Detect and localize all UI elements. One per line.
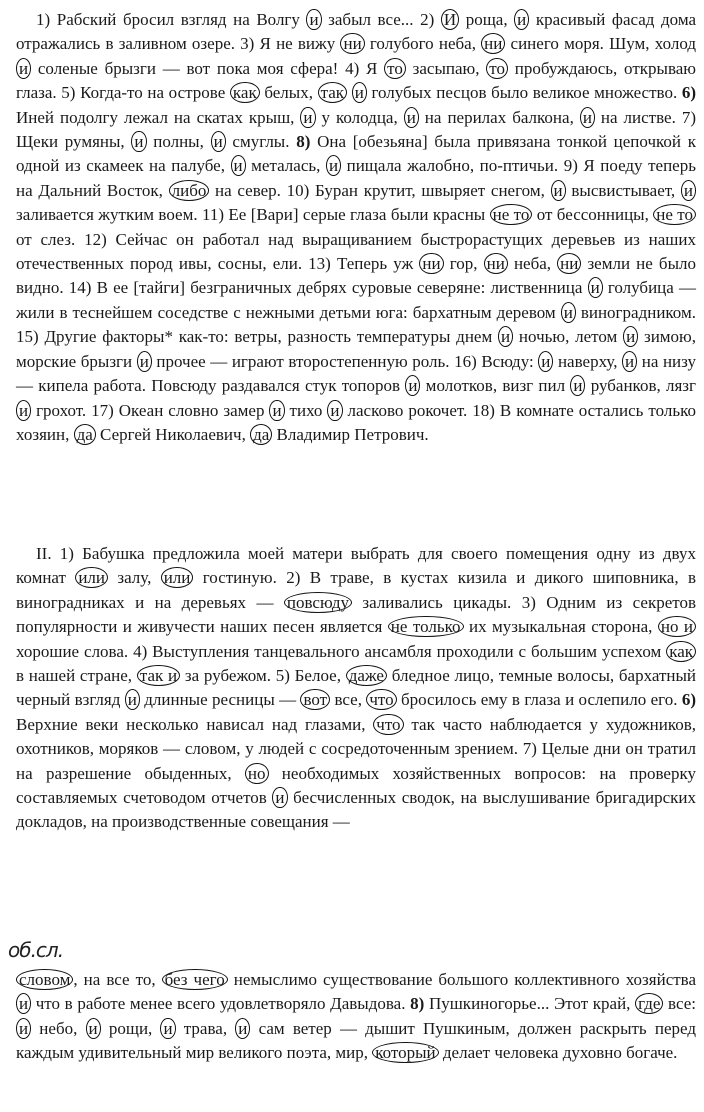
text: пробуждаюсь, открываю глаза. 5) Когда-то на острове	[16, 58, 696, 103]
circled-conjunction: не только	[388, 616, 464, 637]
circled-conjunction: и	[326, 155, 341, 176]
handwritten-note: об.сл.	[8, 938, 64, 962]
text: Иней подолгу лежал на скатах крыш,	[16, 107, 301, 127]
text: в нашей стране,	[16, 666, 137, 686]
text: роща,	[459, 10, 515, 29]
text: ласково рокочет. 18) В комнате остались только хозяин,	[16, 400, 696, 444]
circled-conjunction: И	[441, 9, 459, 30]
circled-conjunction: или	[161, 567, 194, 588]
circled-conjunction: словом	[16, 969, 73, 990]
circled-conjunction: и	[16, 400, 31, 421]
text: рубанков, лязг	[585, 376, 696, 396]
circled-conjunction: и	[269, 400, 284, 421]
circled-conjunction: то	[384, 58, 406, 79]
circled-conjunction: да	[250, 424, 272, 445]
circled-conjunction: без чего	[162, 969, 228, 990]
text: их музыкальная сторона,	[463, 617, 658, 637]
circled-conjunction: ни	[340, 33, 364, 54]
text: зимою, морские брызги	[16, 327, 696, 371]
text: молотков, визг пил	[420, 376, 571, 396]
circled-conjunction: как	[666, 641, 696, 662]
text: неба,	[507, 254, 558, 274]
text: грохот. 17) Океан словно замер	[31, 400, 270, 420]
text: высвистывает,	[565, 180, 681, 200]
paragraph	[16, 968, 696, 1066]
circled-conjunction: и	[235, 1018, 250, 1039]
circled-conjunction: и	[561, 302, 576, 323]
text: красивый фасад дома отражались в заливном озере. 3) Я не вижу	[16, 10, 697, 54]
text: засыпаю,	[405, 58, 487, 78]
text: трава,	[175, 1018, 236, 1038]
sentence-number: 8)	[296, 132, 311, 152]
circled-conjunction: и	[211, 131, 226, 152]
circled-conjunction: и	[137, 351, 152, 372]
text: забыл все... 2)	[321, 10, 441, 29]
circled-conjunction: или	[75, 567, 108, 588]
text: от слез. 12) Сейчас он работал над выращиванием быстрорастущих деревьев из наших отечественных пород ивы, сосны, ели. 13) Теперь уж	[16, 229, 696, 274]
circled-conjunction: и	[498, 326, 513, 347]
text: Пушкиногорье... Этот край,	[424, 994, 636, 1014]
sentence-number: 6)	[681, 83, 696, 103]
text: 1) Рабский бросил взгляд на Волгу	[36, 10, 307, 29]
text: хорошие слова. 4) Выступления танцевального ансамбля проходили с большим успехом	[16, 641, 667, 661]
text: металась,	[245, 156, 326, 176]
circled-conjunction: но	[245, 763, 269, 784]
text: на перилах балкона,	[418, 107, 580, 127]
text: длинные ресницы —	[139, 690, 301, 710]
circled-conjunction: который	[372, 1042, 438, 1063]
text: тихо	[284, 400, 328, 420]
text: заливались цикады. 3) Одним из секретов популярности и живучести наших песен является	[16, 592, 696, 637]
circled-conjunction: ни	[484, 253, 508, 274]
circled-conjunction: и	[622, 351, 637, 372]
text: Верхние веки несколько нависал над глазами,	[16, 714, 374, 734]
text: бросилось ему в глаза и ослепило его.	[396, 690, 682, 710]
circled-conjunction: не то	[490, 204, 533, 225]
text: , на все то,	[73, 970, 162, 989]
text: заливается жутким воем. 11) Ее [Вари] серые глаза были красны	[16, 205, 490, 225]
text: бесчисленных сводок, на выслушивание бригадирских докладов, на производственные совещания —	[16, 788, 696, 832]
circled-conjunction: и	[231, 155, 246, 176]
circled-conjunction: что	[366, 689, 396, 710]
text: пищала жалобно, по-птичьи. 9) Я поеду теперь на Дальний Восток,	[16, 156, 696, 200]
circled-conjunction: ни	[419, 253, 443, 274]
text: на листве. 7) Щеки румяны,	[16, 107, 696, 152]
circled-conjunction: и	[623, 326, 638, 347]
circled-conjunction: и	[404, 107, 419, 128]
circled-conjunction: как	[230, 82, 260, 103]
circled-conjunction: вот	[300, 689, 330, 710]
circled-conjunction: и	[131, 131, 146, 152]
text: Владимир Петрович.	[272, 424, 429, 444]
circled-conjunction: и	[681, 180, 696, 201]
circled-conjunction: то	[486, 58, 508, 79]
text: сам ветер — дышит Пушкиным, должен раскрыть перед каждым удивительный мир великого поэта, мир,	[16, 1018, 696, 1063]
circled-conjunction: не то	[653, 204, 696, 225]
text: на низу — кипела работа. Повсюду раздавался стук топоров	[16, 351, 696, 396]
text: небо,	[31, 1018, 86, 1038]
circled-conjunction: и	[588, 277, 603, 298]
text: залу,	[108, 568, 161, 588]
circled-conjunction: так и	[137, 665, 180, 686]
text: у колодца,	[315, 107, 404, 127]
circled-conjunction: либо	[169, 180, 210, 201]
circled-conjunction: и	[570, 375, 585, 396]
circled-conjunction: и	[272, 787, 287, 808]
circled-conjunction: и	[405, 375, 420, 396]
text	[347, 83, 352, 102]
text: голубица — жили в теснейшем соседстве с нежными детьми юга: бархатным деревом	[16, 278, 696, 322]
circled-conjunction: и	[538, 351, 553, 372]
circled-conjunction: даже	[346, 665, 387, 686]
text: бледное лицо, темные волосы, бархатный черный взгляд	[16, 666, 696, 710]
text: от бессонницы,	[532, 205, 654, 225]
sentence-number: 8)	[410, 994, 425, 1014]
sentence-number: 6)	[681, 690, 696, 710]
text: виноградником. 15) Другие факторы* как-то: ветры, разность температуры днем	[16, 302, 696, 347]
circled-conjunction: да	[74, 424, 96, 445]
text: за рубежом. 5) Белое,	[180, 666, 346, 686]
circled-conjunction: где	[635, 993, 663, 1014]
text: все:	[663, 994, 696, 1014]
circled-conjunction: и	[352, 82, 367, 103]
text: все,	[330, 690, 367, 710]
exercise-section-2	[16, 542, 696, 835]
circled-conjunction: и	[86, 1018, 101, 1039]
text: соленые брызги — вот пока моя сфера! 4) Я	[31, 58, 385, 78]
text: наверху,	[553, 351, 623, 371]
text: рощи,	[100, 1018, 161, 1038]
text: Сергей Николаевич,	[95, 424, 251, 444]
text: голубых песцов было великое множество.	[366, 83, 682, 103]
circled-conjunction: и	[300, 107, 315, 128]
text: делает человека духовно богаче.	[438, 1043, 678, 1063]
circled-conjunction: но и	[658, 616, 696, 637]
circled-conjunction: и	[514, 9, 529, 30]
text: на север. 10) Буран крутит, швыряет снегом,	[209, 180, 551, 200]
text: немыслимо существование большого коллективного хозяйства	[227, 970, 697, 989]
circled-conjunction: и	[327, 400, 342, 421]
text: гостиную. 2) В траве, в кустах кизила и дикого шиповника, в виноградниках и на деревьях —	[16, 568, 696, 612]
circled-conjunction: что	[373, 714, 403, 735]
text: белых,	[259, 83, 318, 103]
text: смуглы.	[225, 132, 297, 152]
text: необходимых хозяйственных вопросов: на проверку составляемых счетоводом отчетов	[16, 763, 696, 808]
paragraph	[16, 8, 696, 447]
text: что в работе менее всего удовлетворяло Давыдова.	[31, 994, 411, 1014]
text: прочее — играют второстепенную роль. 16) Всюду:	[151, 351, 539, 371]
text: II. 1) Бабушка предложила моей матери выбрать для своего помещения одну из двух комнат	[16, 544, 696, 588]
circled-conjunction: так	[318, 82, 347, 103]
circled-conjunction: и	[16, 993, 31, 1014]
text: синего моря. Шум, холод	[505, 34, 696, 54]
paragraph	[16, 542, 696, 835]
text: гор,	[443, 254, 484, 274]
circled-conjunction: и	[125, 689, 140, 710]
circled-conjunction: и	[580, 107, 595, 128]
circled-conjunction: и	[306, 9, 321, 30]
circled-conjunction: и	[16, 58, 31, 79]
text: полны,	[146, 132, 211, 152]
circled-conjunction: повсюду	[284, 592, 352, 613]
circled-conjunction: и	[160, 1018, 175, 1039]
text: Она [обезьяна] была привязана тонкой цепочкой к одной из скамеек на палубе,	[16, 132, 696, 176]
circled-conjunction: ни	[557, 253, 581, 274]
circled-conjunction: ни	[481, 33, 505, 54]
exercise-section-1	[16, 8, 696, 447]
circled-conjunction: и	[551, 180, 566, 201]
text: так часто наблюдается у художников, охотников, моряков — словом, у людей с сосредоточенным зрением. 7) Целые дни он тратил на разрешение обыденных,	[16, 714, 697, 783]
text: земли не было видно. 14) В ее [тайги] безграничных дебрях суровые северяне: лиственница	[16, 254, 696, 298]
text: голубого неба,	[364, 34, 482, 54]
text: ночью, летом	[513, 327, 624, 347]
circled-conjunction: и	[16, 1018, 31, 1039]
exercise-section-2-continued	[16, 968, 696, 1066]
